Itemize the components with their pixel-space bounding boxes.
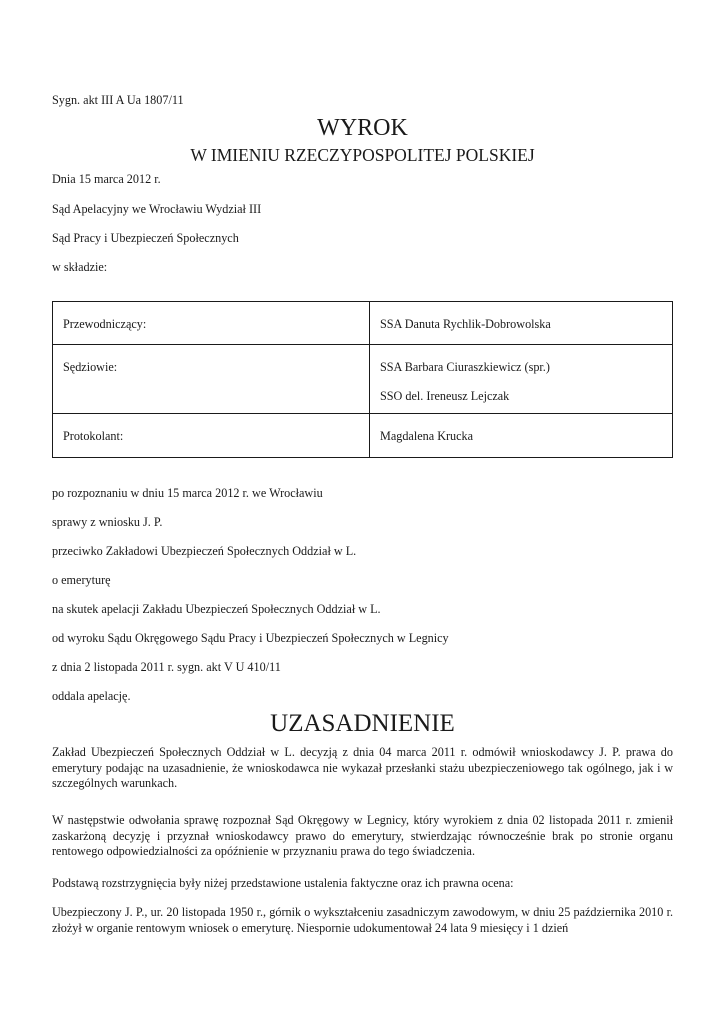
names-cell [370,345,673,414]
verdict-line: oddala apelację. [52,689,131,703]
judgment-date: Dnia 15 marca 2012 r. [52,172,161,186]
proceeding-line: po rozpoznaniu w dniu 15 marca 2012 r. we Wrocławiu [52,486,323,500]
proceeding-line: o emeryturę [52,573,111,587]
names-cell [370,414,673,458]
proceeding-line: przeciwko Zakładowi Ubezpieczeń Społecznych Oddział w L. [52,544,357,558]
document-subtitle: W IMIENIU RZECZYPOSPOLITEJ POLSKIEJ [190,145,535,165]
role-label: Przewodniczący: [63,317,147,331]
role-cell [53,302,370,345]
proceeding-line: na skutek apelacji Zakładu Ubezpieczeń Społecznych Oddział w L. [52,602,381,616]
justification-paragraph: Zakład Ubezpieczeń Społecznych Oddział w L. decyzją z dnia 04 marca 2011 r. odmówił wnioskodawcy J. P. prawa do emerytury podając na uzasadnienie, że wnioskodawca nie wykazał przesłanki stażu ubezpieczeniowego tak ogólnego, jak i w szczególnych warunkach. [52,745,673,790]
justification-title: UZASADNIENIE [270,710,455,737]
role-cell [53,414,370,458]
role-cell [53,345,370,414]
clerk-name: Magdalena Krucka [380,429,474,443]
justification-paragraph: W następstwie odwołania sprawę rozpoznał Sąd Okręgowy w Legnicy, który wyrokiem z dnia 02 listopada 2011 r. zmienił zaskarżoną decyzję i przyznał wnioskodawcy prawo do emerytury, stwierdzając równocześnie brak po stronie organu rentowego odpowiedzialności za opóźnienie w przyznaniu prawa do tego świadczenia. [52,813,673,858]
judge-name: SSO del. Ireneusz Lejczak [380,389,510,403]
judge-name: SSA Danuta Rychlik-Dobrowolska [380,317,551,331]
composition-label: w składzie: [52,260,108,274]
names-cell [370,302,673,345]
composition-table [52,301,673,458]
table-row [53,345,673,414]
proceeding-line: sprawy z wniosku J. P. [52,515,163,529]
role-label: Protokolant: [63,429,124,443]
document-title: WYROK [317,115,408,141]
justification-paragraph: Ubezpieczony J. P., ur. 20 listopada 1950 r., górnik o wykształceniu zasadniczym zawodowym, w dniu 25 października 2010 r. złożył w organie rentowym wniosek o emeryturę. Niespornie udokumentował 24 lata 9 miesięcy i 1 dzień [52,905,673,935]
justification-paragraph: Podstawą rozstrzygnięcia były niżej przedstawione ustalenia faktyczne oraz ich prawna ocena: [52,876,514,890]
case-signature: Sygn. akt III A Ua 1807/11 [52,93,184,107]
proceeding-line: z dnia 2 listopada 2011 r. sygn. akt V U 410/11 [52,660,281,674]
court-name-line1: Sąd Apelacyjny we Wrocławiu Wydział III [52,202,262,216]
table-row [53,414,673,458]
role-label: Sędziowie: [63,360,118,374]
proceeding-line: od wyroku Sądu Okręgowego Sądu Pracy i Ubezpieczeń Społecznych w Legnicy [52,631,449,645]
table-row [53,302,673,345]
judge-name: SSA Barbara Ciuraszkiewicz (spr.) [380,360,550,374]
court-name-line2: Sąd Pracy i Ubezpieczeń Społecznych [52,231,239,245]
